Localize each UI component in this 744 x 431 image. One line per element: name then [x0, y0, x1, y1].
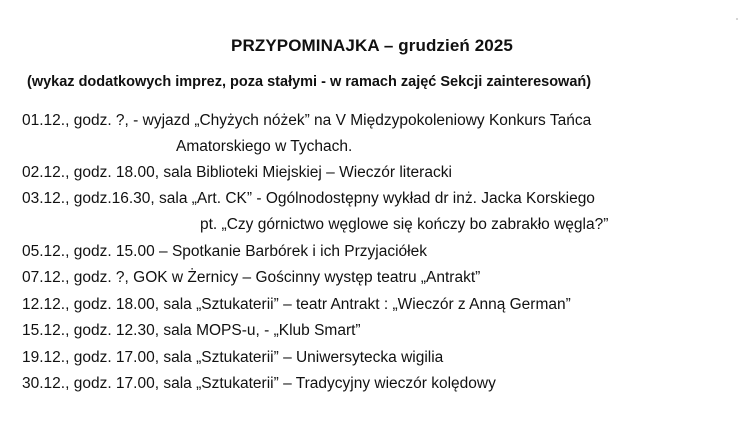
- event-line-0512: 05.12., godz. 15.00 – Spotkanie Barbórek i ich Przyjaciółek: [22, 243, 427, 260]
- event-line-0112: 01.12., godz. ?, - wyjazd „Chyżych nóżek” na V Międzypokoleniowy Konkurs Tańca: [22, 112, 592, 129]
- event-line-3012: 30.12., godz. 17.00, sala „Sztukaterii” – Tradycyjny wieczór kolędowy: [22, 375, 496, 392]
- event-line-1512: 15.12., godz. 12.30, sala MOPS-u, - „Klub Smart”: [22, 322, 361, 339]
- event-line-0112-continuation: Amatorskiego w Tychach.: [176, 138, 353, 155]
- scan-speck: [736, 18, 738, 20]
- event-line-1912: 19.12., godz. 17.00, sala „Sztukaterii” – Uniwersytecka wigilia: [22, 349, 444, 366]
- event-line-0712: 07.12., godz. ?, GOK w Żernicy – Gościnny występ teatru „Antrakt”: [22, 269, 481, 286]
- event-line-0312-continuation: pt. „Czy górnictwo węglowe się kończy bo zabrakło węgla?”: [200, 216, 609, 233]
- event-line-0312: 03.12., godz.16.30, sala „Art. CK” - Ogólnodostępny wykład dr inż. Jacka Korskiego: [22, 190, 595, 207]
- document-subtitle: (wykaz dodatkowych imprez, poza stałymi - w ramach zajęć Sekcji zainteresowań): [27, 74, 592, 90]
- event-line-0212: 02.12., godz. 18.00, sala Biblioteki Miejskiej – Wieczór literacki: [22, 164, 452, 181]
- document-title: PRZYPOMINAJKA – grudzień 2025: [231, 36, 513, 55]
- event-line-1212: 12.12., godz. 18.00, sala „Sztukaterii” – teatr Antrakt : „Wieczór z Anną German”: [22, 296, 571, 313]
